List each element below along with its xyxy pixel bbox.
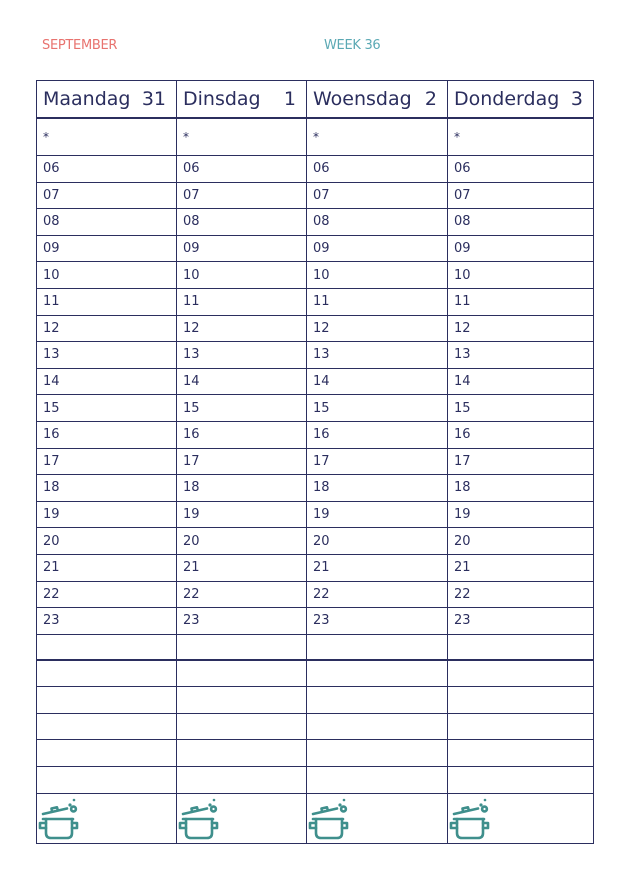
meal-line[interactable] bbox=[37, 714, 177, 741]
meal-line[interactable] bbox=[307, 740, 448, 767]
hour-slot[interactable] bbox=[37, 342, 177, 369]
hour-label: 14 bbox=[183, 374, 200, 390]
hour-label: 20 bbox=[454, 533, 471, 549]
meal-line[interactable] bbox=[177, 740, 307, 767]
hour-label: 16 bbox=[313, 427, 330, 443]
hour-label: 09 bbox=[43, 241, 60, 257]
hour-label: 22 bbox=[454, 586, 471, 602]
day-name: Woensdag bbox=[313, 88, 412, 110]
note-marker: * bbox=[43, 130, 49, 144]
blank-slot[interactable] bbox=[37, 635, 177, 661]
hour-label: 13 bbox=[183, 347, 200, 363]
cooking-pot-icon bbox=[37, 797, 79, 841]
hour-slot[interactable] bbox=[37, 236, 177, 263]
hour-label: 16 bbox=[183, 427, 200, 443]
hour-label: 20 bbox=[43, 533, 60, 549]
hour-label: 07 bbox=[313, 187, 330, 203]
hour-slot[interactable] bbox=[307, 475, 448, 502]
hour-slot[interactable] bbox=[448, 156, 593, 183]
hour-label: 17 bbox=[454, 453, 471, 469]
note-slot[interactable] bbox=[37, 119, 177, 156]
hour-label: 10 bbox=[183, 267, 200, 283]
hour-label: 22 bbox=[43, 586, 60, 602]
note-marker: * bbox=[183, 130, 189, 144]
hour-slot[interactable] bbox=[307, 209, 448, 236]
hour-slot[interactable] bbox=[177, 449, 307, 476]
hour-label: 09 bbox=[313, 241, 330, 257]
hour-slot[interactable] bbox=[448, 395, 593, 422]
meal-line[interactable] bbox=[177, 687, 307, 714]
note-slot[interactable] bbox=[177, 119, 307, 156]
hour-label: 12 bbox=[313, 320, 330, 336]
hour-label: 17 bbox=[183, 453, 200, 469]
hour-slot[interactable] bbox=[177, 156, 307, 183]
day-name: Maandag bbox=[43, 88, 131, 110]
meal-line[interactable] bbox=[448, 687, 593, 714]
hour-slot[interactable] bbox=[307, 422, 448, 449]
note-slot[interactable] bbox=[307, 119, 448, 156]
meal-line[interactable] bbox=[37, 687, 177, 714]
hour-label: 15 bbox=[313, 400, 330, 416]
hour-label: 21 bbox=[454, 560, 471, 576]
day-name: Dinsdag bbox=[183, 88, 261, 110]
hour-slot[interactable] bbox=[177, 369, 307, 396]
hour-slot[interactable] bbox=[37, 502, 177, 529]
hour-label: 09 bbox=[454, 241, 471, 257]
hour-label: 12 bbox=[43, 320, 60, 336]
hour-slot[interactable] bbox=[177, 608, 307, 635]
hour-slot[interactable] bbox=[307, 395, 448, 422]
meal-section bbox=[307, 794, 448, 843]
hour-label: 06 bbox=[313, 161, 330, 177]
hour-label: 12 bbox=[183, 320, 200, 336]
hour-label: 10 bbox=[43, 267, 60, 283]
hour-slot[interactable] bbox=[37, 289, 177, 316]
hour-label: 06 bbox=[43, 161, 60, 177]
hour-slot[interactable] bbox=[177, 183, 307, 210]
hour-label: 19 bbox=[183, 507, 200, 523]
hour-label: 07 bbox=[43, 187, 60, 203]
hour-slot[interactable] bbox=[307, 316, 448, 343]
hour-slot[interactable] bbox=[448, 582, 593, 609]
hour-label: 19 bbox=[43, 507, 60, 523]
note-marker: * bbox=[313, 130, 319, 144]
day-header bbox=[307, 81, 448, 119]
hour-label: 11 bbox=[43, 294, 60, 310]
hour-label: 11 bbox=[313, 294, 330, 310]
hour-label: 18 bbox=[43, 480, 60, 496]
hour-slot[interactable] bbox=[448, 608, 593, 635]
meal-line[interactable] bbox=[448, 661, 593, 688]
hour-slot[interactable] bbox=[448, 369, 593, 396]
day-date: 2 bbox=[424, 88, 437, 110]
blank-slot[interactable] bbox=[448, 635, 593, 661]
hour-label: 08 bbox=[43, 214, 60, 230]
hour-label: 15 bbox=[183, 400, 200, 416]
hour-slot[interactable] bbox=[448, 209, 593, 236]
hour-label: 16 bbox=[43, 427, 60, 443]
hour-label: 06 bbox=[454, 161, 471, 177]
meal-line[interactable] bbox=[177, 767, 307, 794]
hour-label: 18 bbox=[183, 480, 200, 496]
cooking-pot-icon bbox=[307, 797, 349, 841]
meal-line[interactable] bbox=[307, 767, 448, 794]
hour-label: 09 bbox=[183, 241, 200, 257]
hour-label: 14 bbox=[43, 374, 60, 390]
hour-label: 23 bbox=[43, 613, 60, 629]
hour-slot[interactable] bbox=[37, 475, 177, 502]
blank-slot[interactable] bbox=[307, 635, 448, 661]
day-header bbox=[448, 81, 593, 119]
hour-label: 20 bbox=[313, 533, 330, 549]
hour-slot[interactable] bbox=[307, 236, 448, 263]
hour-label: 21 bbox=[313, 560, 330, 576]
meal-line[interactable] bbox=[448, 740, 593, 767]
day-date: 1 bbox=[283, 88, 296, 110]
hour-label: 10 bbox=[454, 267, 471, 283]
meal-line[interactable] bbox=[307, 687, 448, 714]
hour-label: 20 bbox=[183, 533, 200, 549]
hour-slot[interactable] bbox=[37, 262, 177, 289]
note-slot[interactable] bbox=[448, 119, 593, 156]
hour-label: 07 bbox=[183, 187, 200, 203]
hour-label: 18 bbox=[313, 480, 330, 496]
hour-label: 19 bbox=[454, 507, 471, 523]
hour-slot[interactable] bbox=[448, 342, 593, 369]
hour-label: 13 bbox=[454, 347, 471, 363]
hour-slot[interactable] bbox=[307, 608, 448, 635]
hour-slot[interactable] bbox=[448, 289, 593, 316]
hour-label: 21 bbox=[43, 560, 60, 576]
hour-slot[interactable] bbox=[448, 528, 593, 555]
hour-slot[interactable] bbox=[37, 369, 177, 396]
hour-slot[interactable] bbox=[307, 369, 448, 396]
hour-slot[interactable] bbox=[177, 209, 307, 236]
hour-label: 08 bbox=[454, 214, 471, 230]
hour-slot[interactable] bbox=[37, 422, 177, 449]
hour-slot[interactable] bbox=[307, 183, 448, 210]
meal-section bbox=[37, 794, 177, 843]
month-label: SEPTEMBER bbox=[42, 38, 118, 53]
hour-slot[interactable] bbox=[307, 502, 448, 529]
hour-slot[interactable] bbox=[448, 449, 593, 476]
hour-slot[interactable] bbox=[177, 475, 307, 502]
meal-line[interactable] bbox=[37, 767, 177, 794]
hour-slot[interactable] bbox=[177, 555, 307, 582]
meal-line[interactable] bbox=[37, 740, 177, 767]
hour-slot[interactable] bbox=[448, 422, 593, 449]
hour-label: 22 bbox=[183, 586, 200, 602]
hour-label: 06 bbox=[183, 161, 200, 177]
meal-line[interactable] bbox=[37, 661, 177, 688]
hour-label: 23 bbox=[183, 613, 200, 629]
hour-slot[interactable] bbox=[177, 582, 307, 609]
hour-slot[interactable] bbox=[37, 608, 177, 635]
meal-line[interactable] bbox=[307, 661, 448, 688]
hour-label: 16 bbox=[454, 427, 471, 443]
hour-slot[interactable] bbox=[307, 528, 448, 555]
hour-label: 13 bbox=[313, 347, 330, 363]
hour-label: 14 bbox=[313, 374, 330, 390]
hour-slot[interactable] bbox=[448, 502, 593, 529]
hour-slot[interactable] bbox=[307, 156, 448, 183]
hour-slot[interactable] bbox=[37, 209, 177, 236]
hour-label: 23 bbox=[313, 613, 330, 629]
hour-slot[interactable] bbox=[177, 395, 307, 422]
hour-slot[interactable] bbox=[307, 289, 448, 316]
blank-slot[interactable] bbox=[177, 635, 307, 661]
hour-slot[interactable] bbox=[307, 342, 448, 369]
hour-slot[interactable] bbox=[307, 262, 448, 289]
hour-label: 23 bbox=[454, 613, 471, 629]
hour-slot[interactable] bbox=[448, 316, 593, 343]
hour-slot[interactable] bbox=[177, 289, 307, 316]
note-marker: * bbox=[454, 130, 460, 144]
hour-slot[interactable] bbox=[448, 262, 593, 289]
hour-slot[interactable] bbox=[37, 449, 177, 476]
meal-line[interactable] bbox=[448, 714, 593, 741]
hour-label: 08 bbox=[183, 214, 200, 230]
hour-slot[interactable] bbox=[37, 183, 177, 210]
week-label: WEEK 36 bbox=[324, 38, 381, 53]
hour-label: 11 bbox=[183, 294, 200, 310]
hour-slot[interactable] bbox=[177, 342, 307, 369]
cooking-pot-icon bbox=[448, 797, 490, 841]
hour-label: 10 bbox=[313, 267, 330, 283]
day-header bbox=[177, 81, 307, 119]
meal-line[interactable] bbox=[177, 661, 307, 688]
hour-label: 17 bbox=[313, 453, 330, 469]
hour-slot[interactable] bbox=[177, 236, 307, 263]
hour-slot[interactable] bbox=[448, 555, 593, 582]
hour-label: 15 bbox=[454, 400, 471, 416]
hour-label: 08 bbox=[313, 214, 330, 230]
hour-slot[interactable] bbox=[307, 582, 448, 609]
day-date: 31 bbox=[141, 88, 166, 110]
hour-slot[interactable] bbox=[37, 582, 177, 609]
hour-slot[interactable] bbox=[307, 555, 448, 582]
meal-line[interactable] bbox=[177, 714, 307, 741]
hour-slot[interactable] bbox=[448, 475, 593, 502]
hour-label: 19 bbox=[313, 507, 330, 523]
hour-slot[interactable] bbox=[177, 262, 307, 289]
hour-label: 11 bbox=[454, 294, 471, 310]
hour-label: 13 bbox=[43, 347, 60, 363]
hour-slot[interactable] bbox=[37, 395, 177, 422]
meal-line[interactable] bbox=[307, 714, 448, 741]
hour-label: 07 bbox=[454, 187, 471, 203]
meal-section bbox=[448, 794, 593, 843]
day-name: Donderdag bbox=[454, 88, 560, 110]
hour-label: 22 bbox=[313, 586, 330, 602]
hour-label: 15 bbox=[43, 400, 60, 416]
hour-slot[interactable] bbox=[177, 316, 307, 343]
meal-line[interactable] bbox=[448, 767, 593, 794]
hour-slot[interactable] bbox=[37, 528, 177, 555]
hour-label: 14 bbox=[454, 374, 471, 390]
hour-label: 18 bbox=[454, 480, 471, 496]
cooking-pot-icon bbox=[177, 797, 219, 841]
hour-slot[interactable] bbox=[177, 528, 307, 555]
hour-label: 12 bbox=[454, 320, 471, 336]
day-date: 3 bbox=[570, 88, 583, 110]
week-planner-grid bbox=[36, 80, 594, 844]
day-header bbox=[37, 81, 177, 119]
hour-slot[interactable] bbox=[37, 156, 177, 183]
hour-label: 21 bbox=[183, 560, 200, 576]
hour-slot[interactable] bbox=[448, 236, 593, 263]
hour-slot[interactable] bbox=[177, 422, 307, 449]
hour-slot[interactable] bbox=[448, 183, 593, 210]
hour-slot[interactable] bbox=[177, 502, 307, 529]
hour-label: 17 bbox=[43, 453, 60, 469]
hour-slot[interactable] bbox=[307, 449, 448, 476]
meal-section bbox=[177, 794, 307, 843]
hour-slot[interactable] bbox=[37, 316, 177, 343]
hour-slot[interactable] bbox=[37, 555, 177, 582]
